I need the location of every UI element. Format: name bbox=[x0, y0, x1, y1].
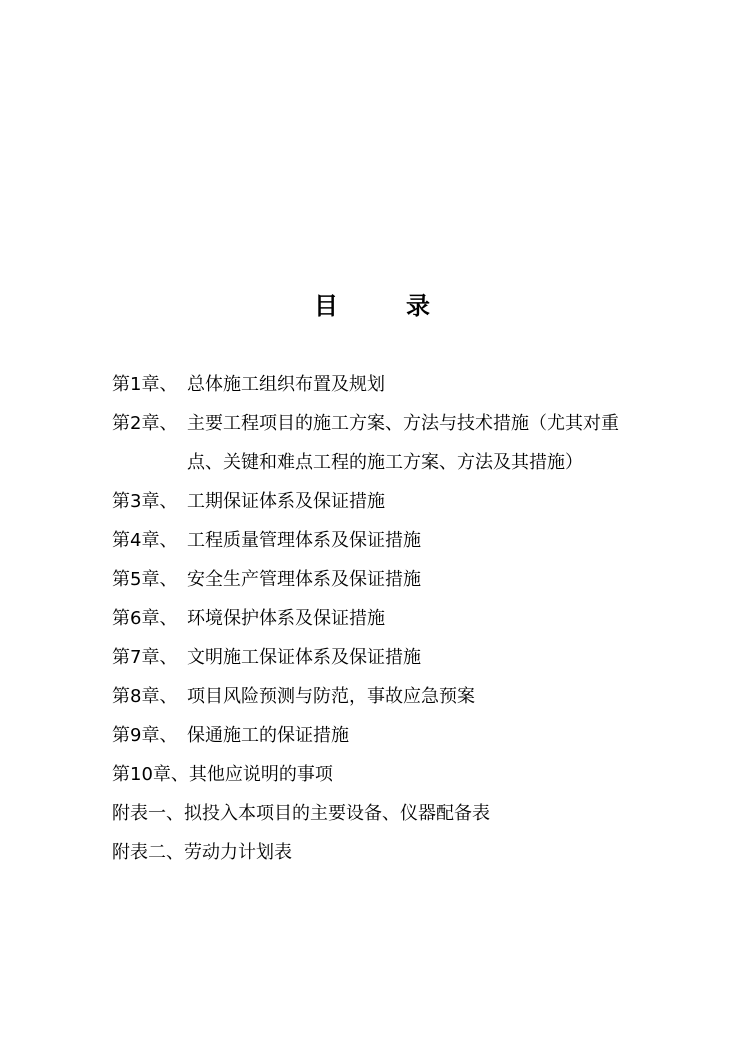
toc-entry-number: 第3章、 bbox=[112, 491, 178, 512]
toc-entry-3 bbox=[112, 482, 672, 521]
toc-entry-title: 环境保护体系及保证措施 bbox=[187, 608, 385, 629]
toc-entry-5 bbox=[112, 560, 672, 599]
toc-entry-6 bbox=[112, 599, 672, 638]
toc-entry-number: 第1章、 bbox=[112, 374, 178, 395]
toc-entry-8 bbox=[112, 677, 672, 716]
toc-entry-title: 总体施工组织布置及规划 bbox=[187, 374, 385, 395]
page-title: 目 录 bbox=[314, 292, 452, 320]
table-of-contents bbox=[112, 365, 672, 872]
toc-entry-1 bbox=[112, 365, 672, 404]
toc-entry-number: 第2章、 bbox=[112, 413, 178, 434]
toc-entry-number: 第9章、 bbox=[112, 725, 178, 746]
toc-entry-number: 附表二、 bbox=[112, 842, 184, 863]
toc-entry-title: 劳动力计划表 bbox=[184, 842, 292, 863]
toc-entry-9 bbox=[112, 716, 672, 755]
toc-entry-number: 第10章、 bbox=[112, 764, 189, 785]
toc-entry-title: 文明施工保证体系及保证措施 bbox=[187, 647, 421, 668]
toc-entry-number: 第5章、 bbox=[112, 569, 178, 590]
toc-entry-number: 附表一、 bbox=[112, 803, 184, 824]
toc-appendix-1 bbox=[112, 794, 672, 833]
toc-entry-4 bbox=[112, 521, 672, 560]
toc-entry-number: 第8章、 bbox=[112, 686, 178, 707]
toc-entry-title: 项目风险预测与防范，事故应急预案 bbox=[187, 686, 475, 707]
toc-entry-title: 安全生产管理体系及保证措施 bbox=[187, 569, 421, 590]
toc-entry-number: 第7章、 bbox=[112, 647, 178, 668]
toc-appendix-2 bbox=[112, 833, 672, 872]
toc-entry-7 bbox=[112, 638, 672, 677]
toc-entry-title: 其他应说明的事项 bbox=[188, 764, 333, 785]
toc-entry-10 bbox=[112, 755, 672, 794]
toc-entry-title: 主要工程项目的施工方案、方法与技术措施（尤其对重点、关键和难点工程的施工方案、方法及其措施） bbox=[187, 413, 619, 473]
toc-entry-2 bbox=[112, 404, 672, 482]
toc-entry-title: 拟投入本项目的主要设备、仪器配备表 bbox=[184, 803, 490, 824]
toc-entry-title: 工程质量管理体系及保证措施 bbox=[187, 530, 421, 551]
toc-entry-number: 第4章、 bbox=[112, 530, 178, 551]
toc-entry-title: 工期保证体系及保证措施 bbox=[187, 491, 385, 512]
toc-entry-title: 保通施工的保证措施 bbox=[187, 725, 349, 746]
toc-entry-number: 第6章、 bbox=[112, 608, 178, 629]
